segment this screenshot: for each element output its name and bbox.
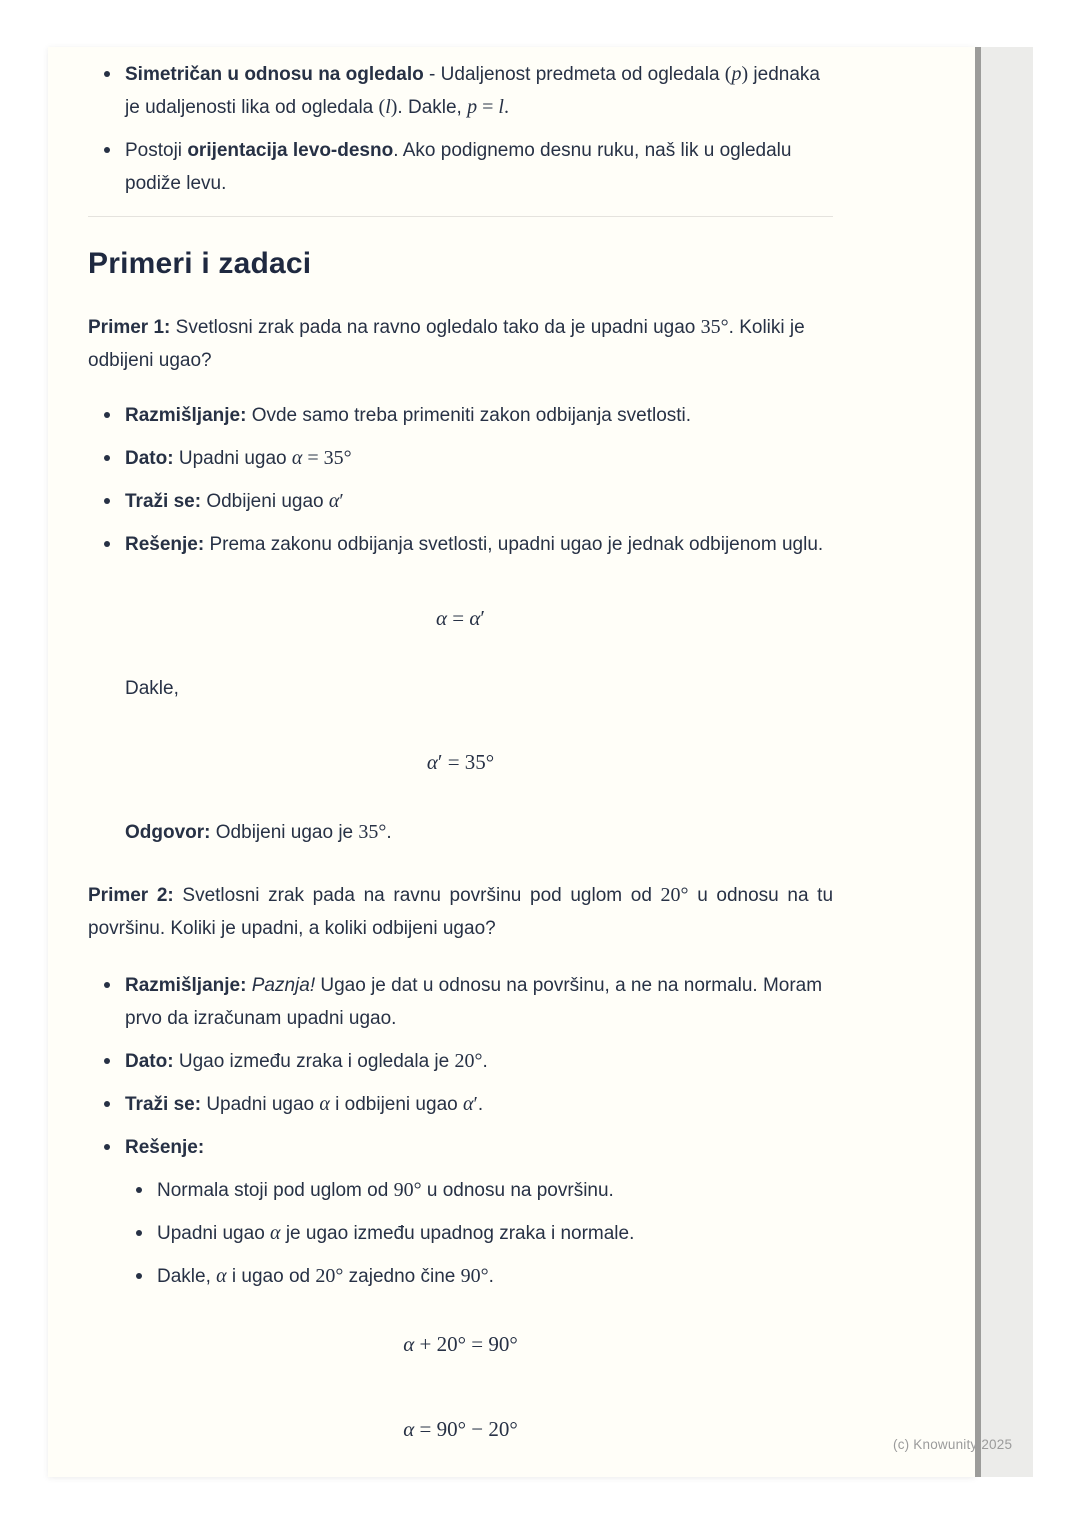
- text-run: ): [390, 96, 398, 118]
- text-run: .: [386, 822, 392, 843]
- text-run: Dato:: [125, 1051, 174, 1072]
- text-run: 20°: [660, 884, 689, 906]
- text-run: ): [741, 63, 749, 85]
- list-item: [88, 58, 833, 124]
- text-run: Upadni ugao: [201, 1094, 320, 1115]
- text-run: Dakle,: [157, 1266, 217, 1287]
- text-run: + 20° = 90°: [414, 1332, 518, 1356]
- text-run: =: [447, 606, 470, 630]
- text-run: Rešenje:: [125, 1137, 205, 1158]
- list-item: [88, 485, 833, 518]
- resenje-label: [125, 1137, 204, 1158]
- text-run: .: [482, 1051, 488, 1072]
- text-run: = 90° − 20°: [414, 1417, 518, 1441]
- section-divider: [88, 216, 833, 217]
- list-item: [88, 969, 833, 1035]
- text-run: jednaka je udaljenosti lika od ogledala: [125, 64, 820, 118]
- text-run: Upadni ugao: [157, 1223, 271, 1244]
- text-run: Upadni ugao: [173, 448, 292, 469]
- text-run: Prema zakonu odbijanja svetlosti, upadni ugao je jednak odbijenom uglu.: [204, 534, 824, 555]
- text-run: (: [724, 63, 732, 85]
- intro-bullet-list: [88, 58, 833, 200]
- list-item: [88, 442, 833, 475]
- text-run: Postoji: [125, 140, 188, 161]
- text-run: = 35°: [302, 447, 352, 469]
- text-run: u odnosu na tu površinu. Koliki je upadni, a koliki odbijeni ugao?: [88, 885, 834, 939]
- section-heading: Primeri i zadaci: [88, 247, 312, 280]
- list-item: [125, 1217, 833, 1250]
- text-run: Traži se:: [125, 1094, 202, 1115]
- text-run: 20°: [454, 1050, 483, 1072]
- text-run: 35°: [358, 821, 387, 843]
- text-run: Simetričan u odnosu na ogledalo: [125, 64, 424, 85]
- text-run: 90°: [460, 1265, 489, 1287]
- text-run: .: [477, 1094, 484, 1115]
- text-run: 20°: [315, 1265, 344, 1287]
- dakle-label: Dakle,: [125, 678, 179, 699]
- text-run: . Koliki je odbijeni ugao?: [88, 317, 805, 371]
- text-run: - Udaljenost predmeta od ogledala: [423, 64, 725, 85]
- text-run: i ugao od: [226, 1266, 316, 1287]
- text-run: Primer 2:: [88, 885, 174, 906]
- primer2-paragraph: [88, 879, 833, 945]
- text-run: ′ = 35°: [437, 750, 495, 774]
- text-run: Rešenje:: [125, 534, 205, 555]
- text-run: Svetlosni zrak pada na ravnu površinu pod uglom od: [173, 885, 661, 906]
- list-item: [88, 1088, 833, 1121]
- text-run: Odbijeni ugao: [201, 491, 329, 512]
- text-run: α: [426, 750, 438, 774]
- text-run: α: [270, 1222, 281, 1244]
- text-run: α: [462, 1093, 474, 1115]
- text-run: Dato:: [125, 448, 174, 469]
- list-item: [125, 1174, 833, 1207]
- primer1-bullet-list: [88, 399, 833, 561]
- list-item: [88, 134, 833, 200]
- text-run: l: [498, 96, 504, 118]
- text-run: p: [467, 96, 478, 118]
- text-run: α: [403, 1332, 415, 1356]
- text-run: ′: [480, 606, 485, 630]
- text-run: α: [469, 606, 481, 630]
- text-run: =: [477, 96, 499, 118]
- text-run: (: [378, 96, 386, 118]
- text-run: Ugao je dat u odnosu na površinu, a ne na normalu. Moram prvo da izračunam upadni ugao.: [125, 975, 823, 1029]
- text-run: 90°: [393, 1179, 422, 1201]
- watermark-text: (c) Knowunity 2025: [893, 1437, 1013, 1452]
- text-run: .: [503, 96, 509, 118]
- text-run: . Ako podignemo desnu ruku, naš lik u ogledalu podiže levu.: [125, 140, 792, 194]
- text-run: α: [328, 490, 340, 512]
- text-run: Ovde samo treba primeniti zakon odbijanja svetlosti.: [246, 405, 692, 426]
- list-item: [125, 1260, 833, 1293]
- text-run: Odbijeni ugao je: [210, 822, 359, 843]
- text-run: α: [216, 1265, 227, 1287]
- text-run: Razmišljanje:: [125, 405, 247, 426]
- odgovor-line: [88, 816, 833, 849]
- text-run: l: [385, 96, 391, 118]
- text-run: Svetlosni zrak pada na ravno ogledalo tako da je upadni ugao: [170, 317, 701, 338]
- text-run: zajedno čine: [343, 1266, 461, 1287]
- text-run: Traži se:: [125, 491, 202, 512]
- text-run: ′: [473, 1093, 478, 1115]
- text-run: 35°: [700, 316, 729, 338]
- text-run: Primer 1:: [88, 317, 171, 338]
- primer1-paragraph: [88, 311, 833, 377]
- primer2-bullet-list: [88, 969, 833, 1293]
- list-item: [88, 528, 833, 561]
- list-item: [88, 399, 833, 432]
- text-run: .: [488, 1266, 494, 1287]
- text-run: α: [436, 606, 448, 630]
- text-run: orijentacija levo-desno: [187, 140, 394, 161]
- text-run: ′: [339, 490, 344, 512]
- text-run: α: [319, 1093, 330, 1115]
- scrollbar-track[interactable]: [981, 47, 1033, 1477]
- text-run: i odbijeni ugao: [329, 1094, 463, 1115]
- page-card: [48, 47, 975, 1477]
- text-run: je ugao između upadnog zraka i normale.: [280, 1223, 635, 1244]
- text-run: p: [731, 63, 742, 85]
- text-run: α: [291, 447, 303, 469]
- text-run: α: [403, 1417, 415, 1441]
- formula-alpha-prime-35: [88, 747, 833, 778]
- text-run: Normala stoji pod uglom od: [157, 1180, 394, 1201]
- text-run: Odgovor:: [125, 822, 211, 843]
- list-item: [88, 1131, 833, 1293]
- formula-alpha-plus-20: [88, 1329, 833, 1360]
- text-run: u odnosu na površinu.: [421, 1180, 614, 1201]
- text-run: Paznja!: [251, 975, 316, 996]
- formula-alpha-equals-alpha-prime: [88, 603, 833, 634]
- text-run: Razmišljanje:: [125, 975, 247, 996]
- primer2-sub-bullet-list: [125, 1174, 833, 1293]
- list-item: [88, 1045, 833, 1078]
- text-run: . Dakle,: [397, 97, 468, 118]
- formula-alpha-equals-90-minus-20: [88, 1414, 833, 1445]
- text-run: Ugao između zraka i ogledala je: [173, 1051, 455, 1072]
